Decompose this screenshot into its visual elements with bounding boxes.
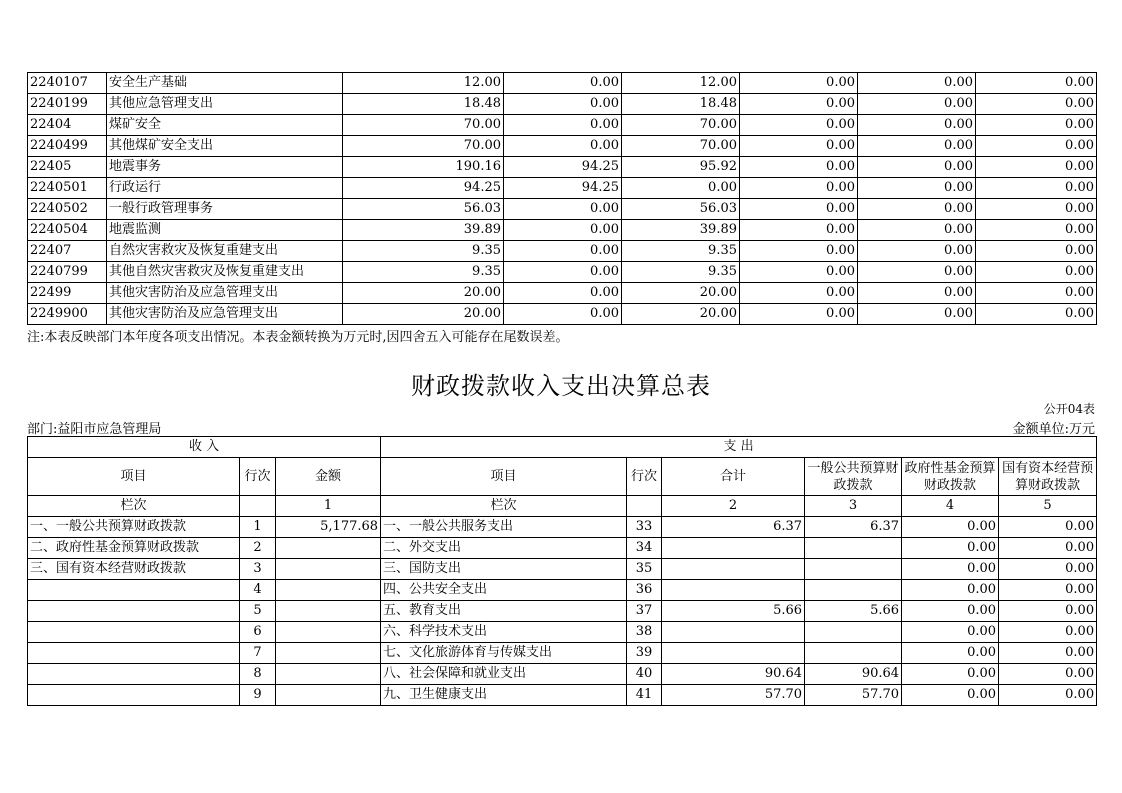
expense-line-header: 行次 <box>627 458 662 496</box>
value-cell: 94.25 <box>504 157 622 178</box>
department-label: 部门:益阳市应急管理局 <box>27 422 162 437</box>
state-capital-cell: 0.00 <box>999 559 1097 580</box>
value-cell: 56.03 <box>343 199 504 220</box>
value-cell: 0.00 <box>858 157 976 178</box>
value-cell: 0.00 <box>504 115 622 136</box>
gen-budget-header: 一般公共预算财政拨款 <box>805 458 902 496</box>
gen-budget-cell <box>805 538 902 559</box>
table-row <box>28 517 1097 538</box>
name-cell: 其他煤矿安全支出 <box>107 136 343 157</box>
gov-fund-cell: 0.00 <box>902 559 999 580</box>
state-capital-cell: 0.00 <box>999 664 1097 685</box>
total-cell: 6.37 <box>662 517 805 538</box>
value-cell: 0.00 <box>740 241 858 262</box>
table-row <box>28 685 1097 706</box>
income-line-cell: 4 <box>240 580 276 601</box>
value-cell: 0.00 <box>858 199 976 220</box>
income-amount-cell <box>276 601 381 622</box>
value-cell: 0.00 <box>740 157 858 178</box>
value-cell: 190.16 <box>343 157 504 178</box>
code-cell: 2249900 <box>28 304 107 325</box>
name-cell: 地震监测 <box>107 220 343 241</box>
header-row-columns <box>28 458 1097 496</box>
table-row <box>28 304 1097 325</box>
summary-table <box>27 436 1097 706</box>
name-cell: 其他应急管理支出 <box>107 94 343 115</box>
summary-body <box>28 517 1097 706</box>
state-capital-cell: 0.00 <box>999 685 1097 706</box>
income-header: 收 入 <box>28 437 381 458</box>
amount-unit-label: 金额单位:万元 <box>1012 422 1095 437</box>
income-item-header: 项目 <box>28 458 240 496</box>
income-line-cell: 2 <box>240 538 276 559</box>
name-cell: 地震事务 <box>107 157 343 178</box>
income-item-cell: 一、一般公共预算财政拨款 <box>28 517 240 538</box>
value-cell: 0.00 <box>976 136 1097 157</box>
value-cell: 0.00 <box>740 136 858 157</box>
table-row <box>28 262 1097 283</box>
value-cell: 0.00 <box>740 283 858 304</box>
code-cell: 22407 <box>28 241 107 262</box>
summary-header <box>28 437 1097 517</box>
total-cell <box>662 559 805 580</box>
code-cell: 2240501 <box>28 178 107 199</box>
income-amount-cell <box>276 622 381 643</box>
table-row <box>28 538 1097 559</box>
value-cell: 0.00 <box>504 241 622 262</box>
header-row-sections <box>28 437 1097 458</box>
empty-cell <box>627 496 662 517</box>
expense-detail-table <box>27 72 1097 325</box>
empty-cell <box>240 496 276 517</box>
value-cell: 20.00 <box>622 283 740 304</box>
value-cell: 70.00 <box>343 115 504 136</box>
income-amount-cell <box>276 664 381 685</box>
gen-budget-cell: 5.66 <box>805 601 902 622</box>
value-cell: 20.00 <box>343 304 504 325</box>
table-row <box>28 94 1097 115</box>
gen-budget-cell: 57.70 <box>805 685 902 706</box>
total-cell: 57.70 <box>662 685 805 706</box>
income-line-cell: 9 <box>240 685 276 706</box>
value-cell: 70.00 <box>622 136 740 157</box>
total-cell <box>662 538 805 559</box>
table-row <box>28 220 1097 241</box>
expense-col-row-label: 栏次 <box>381 496 627 517</box>
income-amount-cell <box>276 538 381 559</box>
value-cell: 70.00 <box>343 136 504 157</box>
table-row <box>28 643 1097 664</box>
state-capital-cell: 0.00 <box>999 643 1097 664</box>
value-cell: 0.00 <box>504 220 622 241</box>
value-cell: 0.00 <box>504 73 622 94</box>
name-cell: 自然灾害救灾及恢复重建支出 <box>107 241 343 262</box>
value-cell: 39.89 <box>343 220 504 241</box>
col-index-3: 3 <box>805 496 902 517</box>
income-item-cell <box>28 601 240 622</box>
expense-line-cell: 35 <box>627 559 662 580</box>
col-index-4: 4 <box>902 496 999 517</box>
expense-line-cell: 40 <box>627 664 662 685</box>
total-cell: 90.64 <box>662 664 805 685</box>
value-cell: 0.00 <box>858 136 976 157</box>
value-cell: 0.00 <box>740 304 858 325</box>
gen-budget-cell: 6.37 <box>805 517 902 538</box>
total-cell <box>662 580 805 601</box>
table-row <box>28 136 1097 157</box>
col-index-2: 2 <box>662 496 805 517</box>
value-cell: 0.00 <box>858 178 976 199</box>
value-cell: 18.48 <box>343 94 504 115</box>
value-cell: 9.35 <box>343 262 504 283</box>
total-cell: 5.66 <box>662 601 805 622</box>
gen-budget-cell <box>805 643 902 664</box>
income-line-cell: 7 <box>240 643 276 664</box>
gen-budget-cell: 90.64 <box>805 664 902 685</box>
value-cell: 0.00 <box>858 304 976 325</box>
expense-header: 支 出 <box>381 437 1097 458</box>
value-cell: 12.00 <box>343 73 504 94</box>
value-cell: 56.03 <box>622 199 740 220</box>
expense-line-cell: 38 <box>627 622 662 643</box>
code-cell: 22404 <box>28 115 107 136</box>
value-cell: 0.00 <box>740 220 858 241</box>
value-cell: 0.00 <box>622 178 740 199</box>
code-cell: 2240502 <box>28 199 107 220</box>
income-item-cell <box>28 643 240 664</box>
name-cell: 其他灾害防治及应急管理支出 <box>107 304 343 325</box>
value-cell: 0.00 <box>740 115 858 136</box>
col-index-5: 5 <box>999 496 1097 517</box>
income-amount-cell: 5,177.68 <box>276 517 381 538</box>
table-row <box>28 199 1097 220</box>
gov-fund-cell: 0.00 <box>902 580 999 601</box>
value-cell: 0.00 <box>740 262 858 283</box>
gen-budget-cell <box>805 622 902 643</box>
income-amount-cell <box>276 685 381 706</box>
income-col-row-label: 栏次 <box>28 496 240 517</box>
value-cell: 9.35 <box>622 262 740 283</box>
table-row <box>28 664 1097 685</box>
code-cell: 2240799 <box>28 262 107 283</box>
name-cell: 其他自然灾害救灾及恢复重建支出 <box>107 262 343 283</box>
income-line-cell: 8 <box>240 664 276 685</box>
value-cell: 0.00 <box>976 241 1097 262</box>
value-cell: 0.00 <box>858 262 976 283</box>
table-row <box>28 559 1097 580</box>
expense-item-cell: 八、社会保障和就业支出 <box>381 664 627 685</box>
value-cell: 0.00 <box>858 283 976 304</box>
value-cell: 0.00 <box>976 73 1097 94</box>
header-row-index <box>28 496 1097 517</box>
value-cell: 94.25 <box>343 178 504 199</box>
value-cell: 0.00 <box>504 262 622 283</box>
code-cell: 2240107 <box>28 73 107 94</box>
table-row <box>28 178 1097 199</box>
value-cell: 0.00 <box>504 283 622 304</box>
expense-item-cell: 一、一般公共服务支出 <box>381 517 627 538</box>
gov-fund-header: 政府性基金预算财政拨款 <box>902 458 999 496</box>
expense-line-cell: 41 <box>627 685 662 706</box>
value-cell: 0.00 <box>976 304 1097 325</box>
value-cell: 0.00 <box>504 199 622 220</box>
expense-item-cell: 四、公共安全支出 <box>381 580 627 601</box>
value-cell: 95.92 <box>622 157 740 178</box>
value-cell: 0.00 <box>976 199 1097 220</box>
expense-detail-body <box>28 73 1097 325</box>
name-cell: 其他灾害防治及应急管理支出 <box>107 283 343 304</box>
value-cell: 0.00 <box>858 115 976 136</box>
page-title: 财政拨款收入支出决算总表 <box>411 372 711 400</box>
col-index-1: 1 <box>276 496 381 517</box>
income-amount-cell <box>276 643 381 664</box>
expense-item-header: 项目 <box>381 458 627 496</box>
gen-budget-cell <box>805 580 902 601</box>
gen-budget-cell <box>805 559 902 580</box>
total-header: 合计 <box>662 458 805 496</box>
code-cell: 22405 <box>28 157 107 178</box>
income-line-cell: 1 <box>240 517 276 538</box>
expense-item-cell: 六、科学技术支出 <box>381 622 627 643</box>
value-cell: 0.00 <box>858 241 976 262</box>
value-cell: 0.00 <box>858 94 976 115</box>
expense-item-cell: 三、国防支出 <box>381 559 627 580</box>
name-cell: 煤矿安全 <box>107 115 343 136</box>
state-capital-cell: 0.00 <box>999 538 1097 559</box>
expense-line-cell: 34 <box>627 538 662 559</box>
value-cell: 0.00 <box>976 157 1097 178</box>
table-row <box>28 73 1097 94</box>
expense-item-cell: 九、卫生健康支出 <box>381 685 627 706</box>
value-cell: 20.00 <box>343 283 504 304</box>
state-capital-header: 国有资本经营预算财政拨款 <box>999 458 1097 496</box>
value-cell: 0.00 <box>858 73 976 94</box>
value-cell: 0.00 <box>858 220 976 241</box>
gov-fund-cell: 0.00 <box>902 643 999 664</box>
expense-line-cell: 33 <box>627 517 662 538</box>
table-row <box>28 622 1097 643</box>
value-cell: 12.00 <box>622 73 740 94</box>
value-cell: 9.35 <box>622 241 740 262</box>
income-item-cell <box>28 622 240 643</box>
income-item-cell <box>28 664 240 685</box>
value-cell: 0.00 <box>976 262 1097 283</box>
income-amount-cell <box>276 580 381 601</box>
value-cell: 0.00 <box>504 136 622 157</box>
value-cell: 39.89 <box>622 220 740 241</box>
value-cell: 9.35 <box>343 241 504 262</box>
gov-fund-cell: 0.00 <box>902 601 999 622</box>
value-cell: 0.00 <box>976 94 1097 115</box>
form-number: 公开04表 <box>1043 402 1095 416</box>
name-cell: 安全生产基础 <box>107 73 343 94</box>
expense-item-cell: 五、教育支出 <box>381 601 627 622</box>
expense-item-cell: 七、文化旅游体育与传媒支出 <box>381 643 627 664</box>
table-row <box>28 601 1097 622</box>
value-cell: 0.00 <box>976 178 1097 199</box>
table-row <box>28 580 1097 601</box>
expense-line-cell: 36 <box>627 580 662 601</box>
gov-fund-cell: 0.00 <box>902 517 999 538</box>
income-item-cell <box>28 685 240 706</box>
gov-fund-cell: 0.00 <box>902 664 999 685</box>
state-capital-cell: 0.00 <box>999 601 1097 622</box>
state-capital-cell: 0.00 <box>999 517 1097 538</box>
value-cell: 0.00 <box>504 94 622 115</box>
value-cell: 0.00 <box>976 220 1097 241</box>
name-cell: 行政运行 <box>107 178 343 199</box>
value-cell: 20.00 <box>622 304 740 325</box>
total-cell <box>662 622 805 643</box>
income-item-cell: 三、国有资本经营财政拨款 <box>28 559 240 580</box>
value-cell: 18.48 <box>622 94 740 115</box>
name-cell: 一般行政管理事务 <box>107 199 343 220</box>
value-cell: 0.00 <box>976 283 1097 304</box>
state-capital-cell: 0.00 <box>999 580 1097 601</box>
value-cell: 0.00 <box>976 115 1097 136</box>
code-cell: 22499 <box>28 283 107 304</box>
value-cell: 94.25 <box>504 178 622 199</box>
value-cell: 0.00 <box>740 73 858 94</box>
income-item-cell <box>28 580 240 601</box>
expense-line-cell: 39 <box>627 643 662 664</box>
code-cell: 2240199 <box>28 94 107 115</box>
table-row <box>28 157 1097 178</box>
income-amount-header: 金额 <box>276 458 381 496</box>
income-line-cell: 6 <box>240 622 276 643</box>
gov-fund-cell: 0.00 <box>902 622 999 643</box>
code-cell: 2240499 <box>28 136 107 157</box>
value-cell: 0.00 <box>740 199 858 220</box>
table-row <box>28 115 1097 136</box>
gov-fund-cell: 0.00 <box>902 685 999 706</box>
income-line-cell: 5 <box>240 601 276 622</box>
table-note: 注:本表反映部门本年度各项支出情况。本表金额转换为万元时,因四舍五入可能存在尾数误差。 <box>27 330 569 345</box>
expense-line-cell: 37 <box>627 601 662 622</box>
income-line-header: 行次 <box>240 458 276 496</box>
table-row <box>28 283 1097 304</box>
income-item-cell: 二、政府性基金预算财政拨款 <box>28 538 240 559</box>
gov-fund-cell: 0.00 <box>902 538 999 559</box>
code-cell: 2240504 <box>28 220 107 241</box>
value-cell: 70.00 <box>622 115 740 136</box>
state-capital-cell: 0.00 <box>999 622 1097 643</box>
total-cell <box>662 643 805 664</box>
income-amount-cell <box>276 559 381 580</box>
value-cell: 0.00 <box>504 304 622 325</box>
income-line-cell: 3 <box>240 559 276 580</box>
table-row <box>28 241 1097 262</box>
value-cell: 0.00 <box>740 94 858 115</box>
expense-item-cell: 二、外交支出 <box>381 538 627 559</box>
value-cell: 0.00 <box>740 178 858 199</box>
